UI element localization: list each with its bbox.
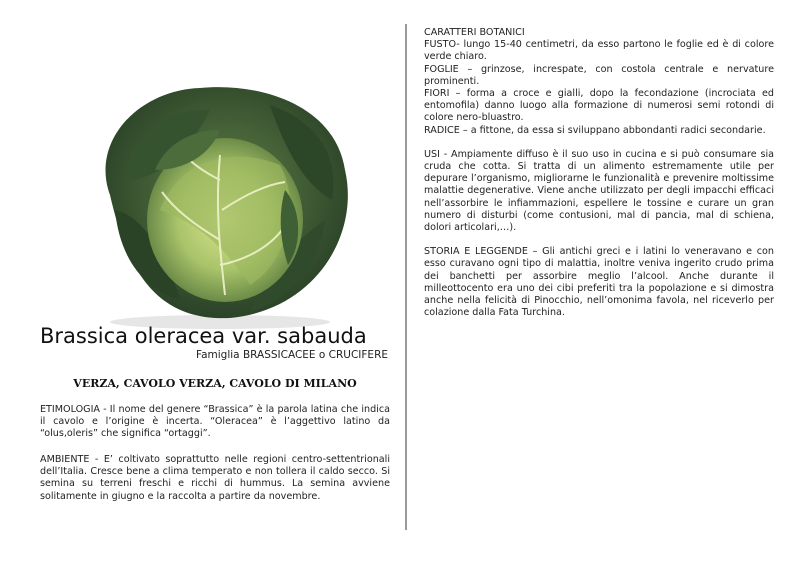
uses-paragraph: USI - Ampiamente diffuso è il suo uso in cucina e si può consumare sia cruda che cotta. Si tratta di un alimento estremamente utile per depurare l’organismo, migliorarne le funzionalità e prevenire moltissime malattie degenerative. Viene anche utilizzato per degli impacchi efficaci nell’assorbire le infiammazioni, espellere le tossine e curare un gran numero di disturbi (come contusioni, mal di pancia, mal di schiena, dolori articolari,…). bbox=[424, 148, 774, 234]
leaves-paragraph: FOGLIE – grinzose, increspate, con costola centrale e nervature prominenti. bbox=[424, 63, 774, 87]
species-title: Brassica oleracea var. sabauda bbox=[40, 324, 367, 348]
column-divider bbox=[405, 24, 407, 530]
botanical-heading: CARATTERI BOTANICI bbox=[424, 27, 525, 38]
savoy-cabbage-image bbox=[70, 60, 370, 330]
left-column bbox=[40, 40, 390, 540]
etymology-paragraph: ETIMOLOGIA - Il nome del genere “Brassica” è la parola latina che indica il cavolo e l’origine è incerta. “Oleracea” è l’aggettivo latino da “olus,oleris” che significa “ortaggi”. bbox=[40, 404, 390, 440]
spacer bbox=[424, 137, 774, 149]
right-column bbox=[424, 27, 774, 319]
common-names-heading: VERZA, CAVOLO VERZA, CAVOLO DI MILANO bbox=[73, 377, 357, 390]
stem-paragraph: FUSTO- lungo 15-40 centimetri, da esso partono le foglie ed è di colore verde chiaro. bbox=[424, 39, 774, 63]
history-paragraph: STORIA E LEGGENDE – Gli antichi greci e i latini lo veneravano e con esso curavano ogni tipo di malattia, inoltre veniva ingerito crudo prima dei banchetti per assorbire meglio l’alcool. Anche durante il milleottocento era uno dei cibi preferiti tra la popolazione e si dimostra anche nella felicità di Pinocchio, nell’omonima favola, nel riceverlo per colazione dalla Fata Turchina. bbox=[424, 246, 774, 319]
environment-paragraph: AMBIENTE - E’ coltivato soprattutto nelle regioni centro-settentrionali dell’Italia. Cresce bene a clima temperato e non tollera il caldo secco. Si semina su terreni freschi e ricchi di hummus. La semina avviene solitamente in giugno e la raccolta a partire da novembre. bbox=[40, 454, 390, 502]
family-subtitle: Famiglia BRASSICACEE o CRUCIFERE bbox=[196, 349, 388, 361]
flowers-paragraph: FIORI – forma a croce e gialli, dopo la fecondazione (incrociata ed entomofila) danno luogo alla formazione di numerosi semi rotondi di colore nero-bluastro. bbox=[424, 88, 774, 124]
spacer bbox=[424, 234, 774, 246]
root-paragraph: RADICE – a fittone, da essa si sviluppano abbondanti radici secondarie. bbox=[424, 124, 766, 136]
